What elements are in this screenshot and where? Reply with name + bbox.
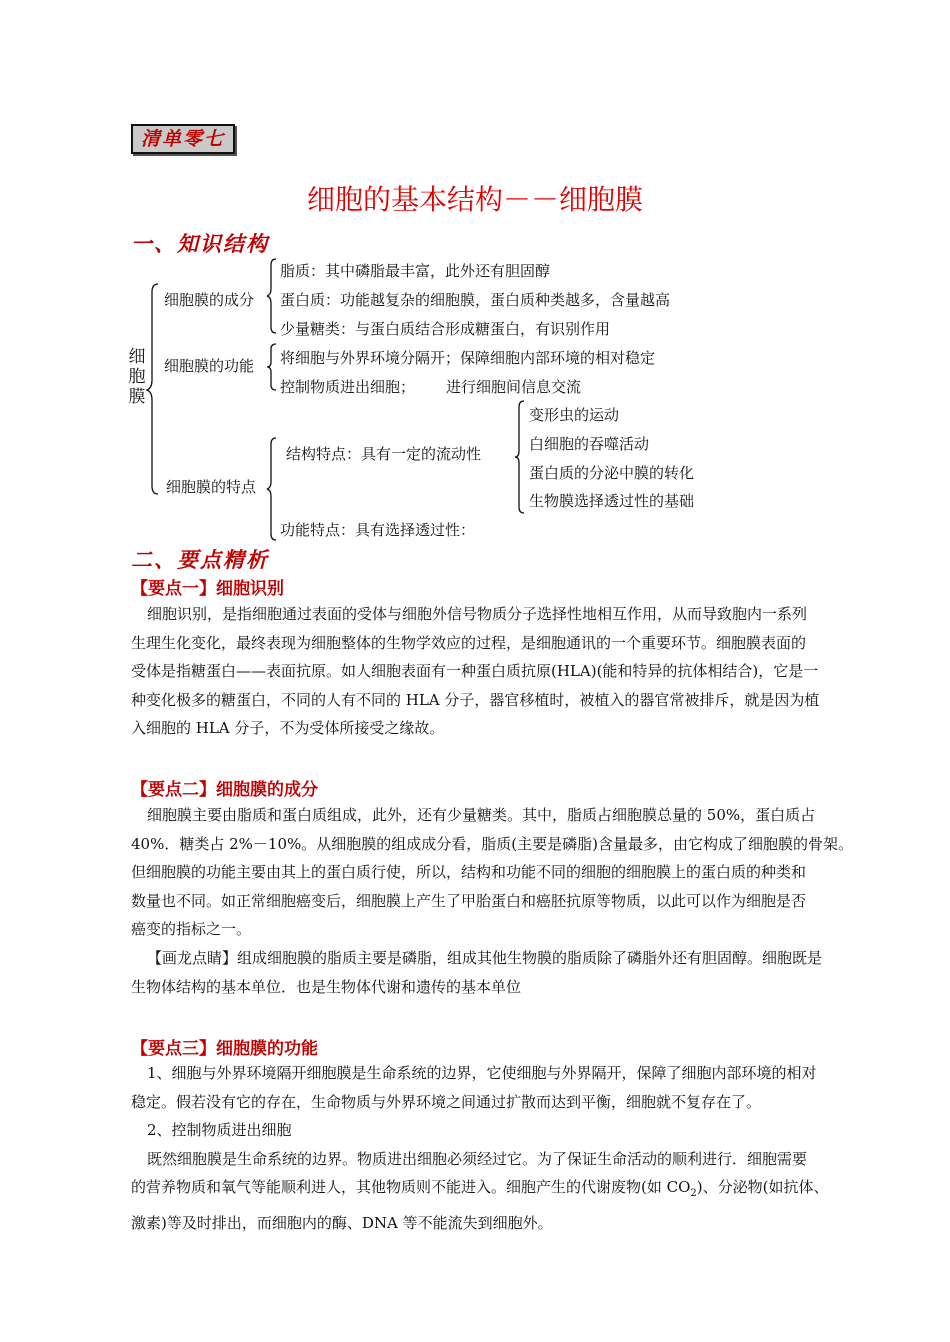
text-run: )、分泌物(如抗体、 (696, 1178, 829, 1197)
paragraph-line: 40%．糖类占 2%－10%。从细胞膜的组成成分看，脂质(主要是磷脂)含量最多，由它构成了细胞膜的骨架。 (131, 834, 853, 853)
paragraph-line (131, 1173, 873, 1209)
function-control: 控制物质进出细胞； (280, 378, 416, 396)
paragraph-line: 1、细胞与外界环境隔开细胞膜是生命系统的边界，它使细胞与外界隔开，保障了细胞内部环境的相对 (147, 1064, 817, 1082)
functions-brace (266, 343, 278, 391)
example-permeability: 生物膜选择透过性的基础 (529, 492, 695, 510)
section-heading-key-points: 二、要点精析 (131, 547, 269, 572)
root-brace (146, 282, 160, 497)
section-heading-knowledge-structure: 一、知识结构 (131, 231, 269, 256)
paragraph-line: 种变化极多的糖蛋白，不同的人有不同的 HLA 分子，器官移植时，被植入的器官常被排斥，就是因为植 (131, 690, 820, 709)
text-run: 的营养物质和氧气等能顺利进人，其他物质则不能进入。细胞产生的代谢废物(如 CO (131, 1178, 691, 1197)
function-communication: 进行细胞间信息交流 (446, 378, 582, 396)
tree-root-label: 细胞膜 (128, 347, 146, 407)
feature-functional: 功能特点：具有选择透过性： (280, 521, 476, 539)
paragraph-line: 生物体结构的基本单位．也是生物体代谢和遗传的基本单位 (131, 977, 522, 996)
components-brace (266, 258, 278, 334)
function-separate: 将细胞与外界环境分隔开；保障细胞内部环境的相对稳定 (280, 349, 656, 367)
features-label: 细胞膜的特点 (166, 478, 257, 496)
examples-brace (514, 400, 526, 514)
paragraph-line: 既然细胞膜是生命系统的边界。物质进出细胞必须经过它。为了保证生命活动的顺利进行．细胞需要 (147, 1149, 808, 1168)
paragraph-line: 稳定。假若没有它的存在，生命物质与外界环境之间通过扩散而达到平衡，细胞就不复存在了。 (131, 1092, 762, 1111)
point2-body (131, 801, 873, 1001)
paragraph-line: 激素)等及时排出，而细胞内的酶、DNA 等不能流失到细胞外。 (131, 1213, 553, 1232)
feature-structural: 结构特点：具有一定的流动性 (286, 445, 482, 463)
paragraph-line: 受体是指糖蛋白——表面抗原。如人细胞表面有一种蛋白质抗原(HLA)(能和特异的抗体相结合)，它是一 (131, 662, 819, 681)
component-lipid: 脂质：其中磷脂最丰富，此外还有胆固醇 (280, 262, 551, 280)
example-phagocytosis: 白细胞的吞噬活动 (529, 435, 650, 453)
paragraph-line: 癌变的指标之一。 (131, 920, 252, 939)
subscript: 2 (690, 1188, 697, 1200)
paragraph-line: 但细胞膜的功能主要由其上的蛋白质行使，所以，结构和功能不同的细胞的细胞膜上的蛋白质的种类和 (131, 863, 807, 882)
page-title: 细胞的基本结构－－细胞膜 (306, 183, 643, 216)
component-protein: 蛋白质：功能越复杂的细胞膜，蛋白质种类越多，含量越高 (280, 291, 671, 309)
paragraph-line: 2、控制物质进出细胞 (147, 1121, 292, 1140)
point3-body (131, 1059, 873, 1238)
point3-heading: 【要点三】细胞膜的功能 (131, 1039, 318, 1059)
point1-body (131, 600, 873, 743)
paragraph-line: 细胞识别，是指细胞通过表面的受体与细胞外信号物质分子选择性地相互作用，从而导致胞内一系列 (147, 605, 808, 623)
point2-heading: 【要点二】细胞膜的成分 (131, 780, 318, 800)
components-label: 细胞膜的成分 (164, 291, 255, 309)
paragraph-line: 数量也不同。如正常细胞癌变后，细胞膜上产生了甲胎蛋白和癌胚抗原等物质，以此可以作为细胞是否 (131, 891, 807, 910)
paragraph-line: 入细胞的 HLA 分子，不为受体所接受之缘故。 (131, 719, 445, 738)
paragraph-line: 生理生化变化，最终表现为细胞整体的生物学效应的过程，是细胞通讯的一个重要环节。细胞膜表面的 (131, 633, 807, 652)
component-sugar: 少量糖类：与蛋白质结合形成糖蛋白，有识别作用 (280, 320, 611, 338)
example-amoeba: 变形虫的运动 (529, 406, 620, 424)
point1-heading: 【要点一】细胞识别 (131, 579, 284, 599)
example-secretion: 蛋白质的分泌中膜的转化 (529, 464, 695, 482)
features-brace (266, 437, 278, 541)
paragraph-line: 【画龙点睛】组成细胞膜的脂质主要是磷脂，组成其他生物膜的脂质除了磷脂外还有胆固醇。细胞既是 (147, 948, 823, 967)
functions-label: 细胞膜的功能 (164, 357, 255, 375)
paragraph-line: 细胞膜主要由脂质和蛋白质组成，此外，还有少量糖类。其中，脂质占细胞膜总量的 50%，蛋白质占 (147, 806, 816, 824)
list-tag: 清单零七 (131, 124, 235, 154)
